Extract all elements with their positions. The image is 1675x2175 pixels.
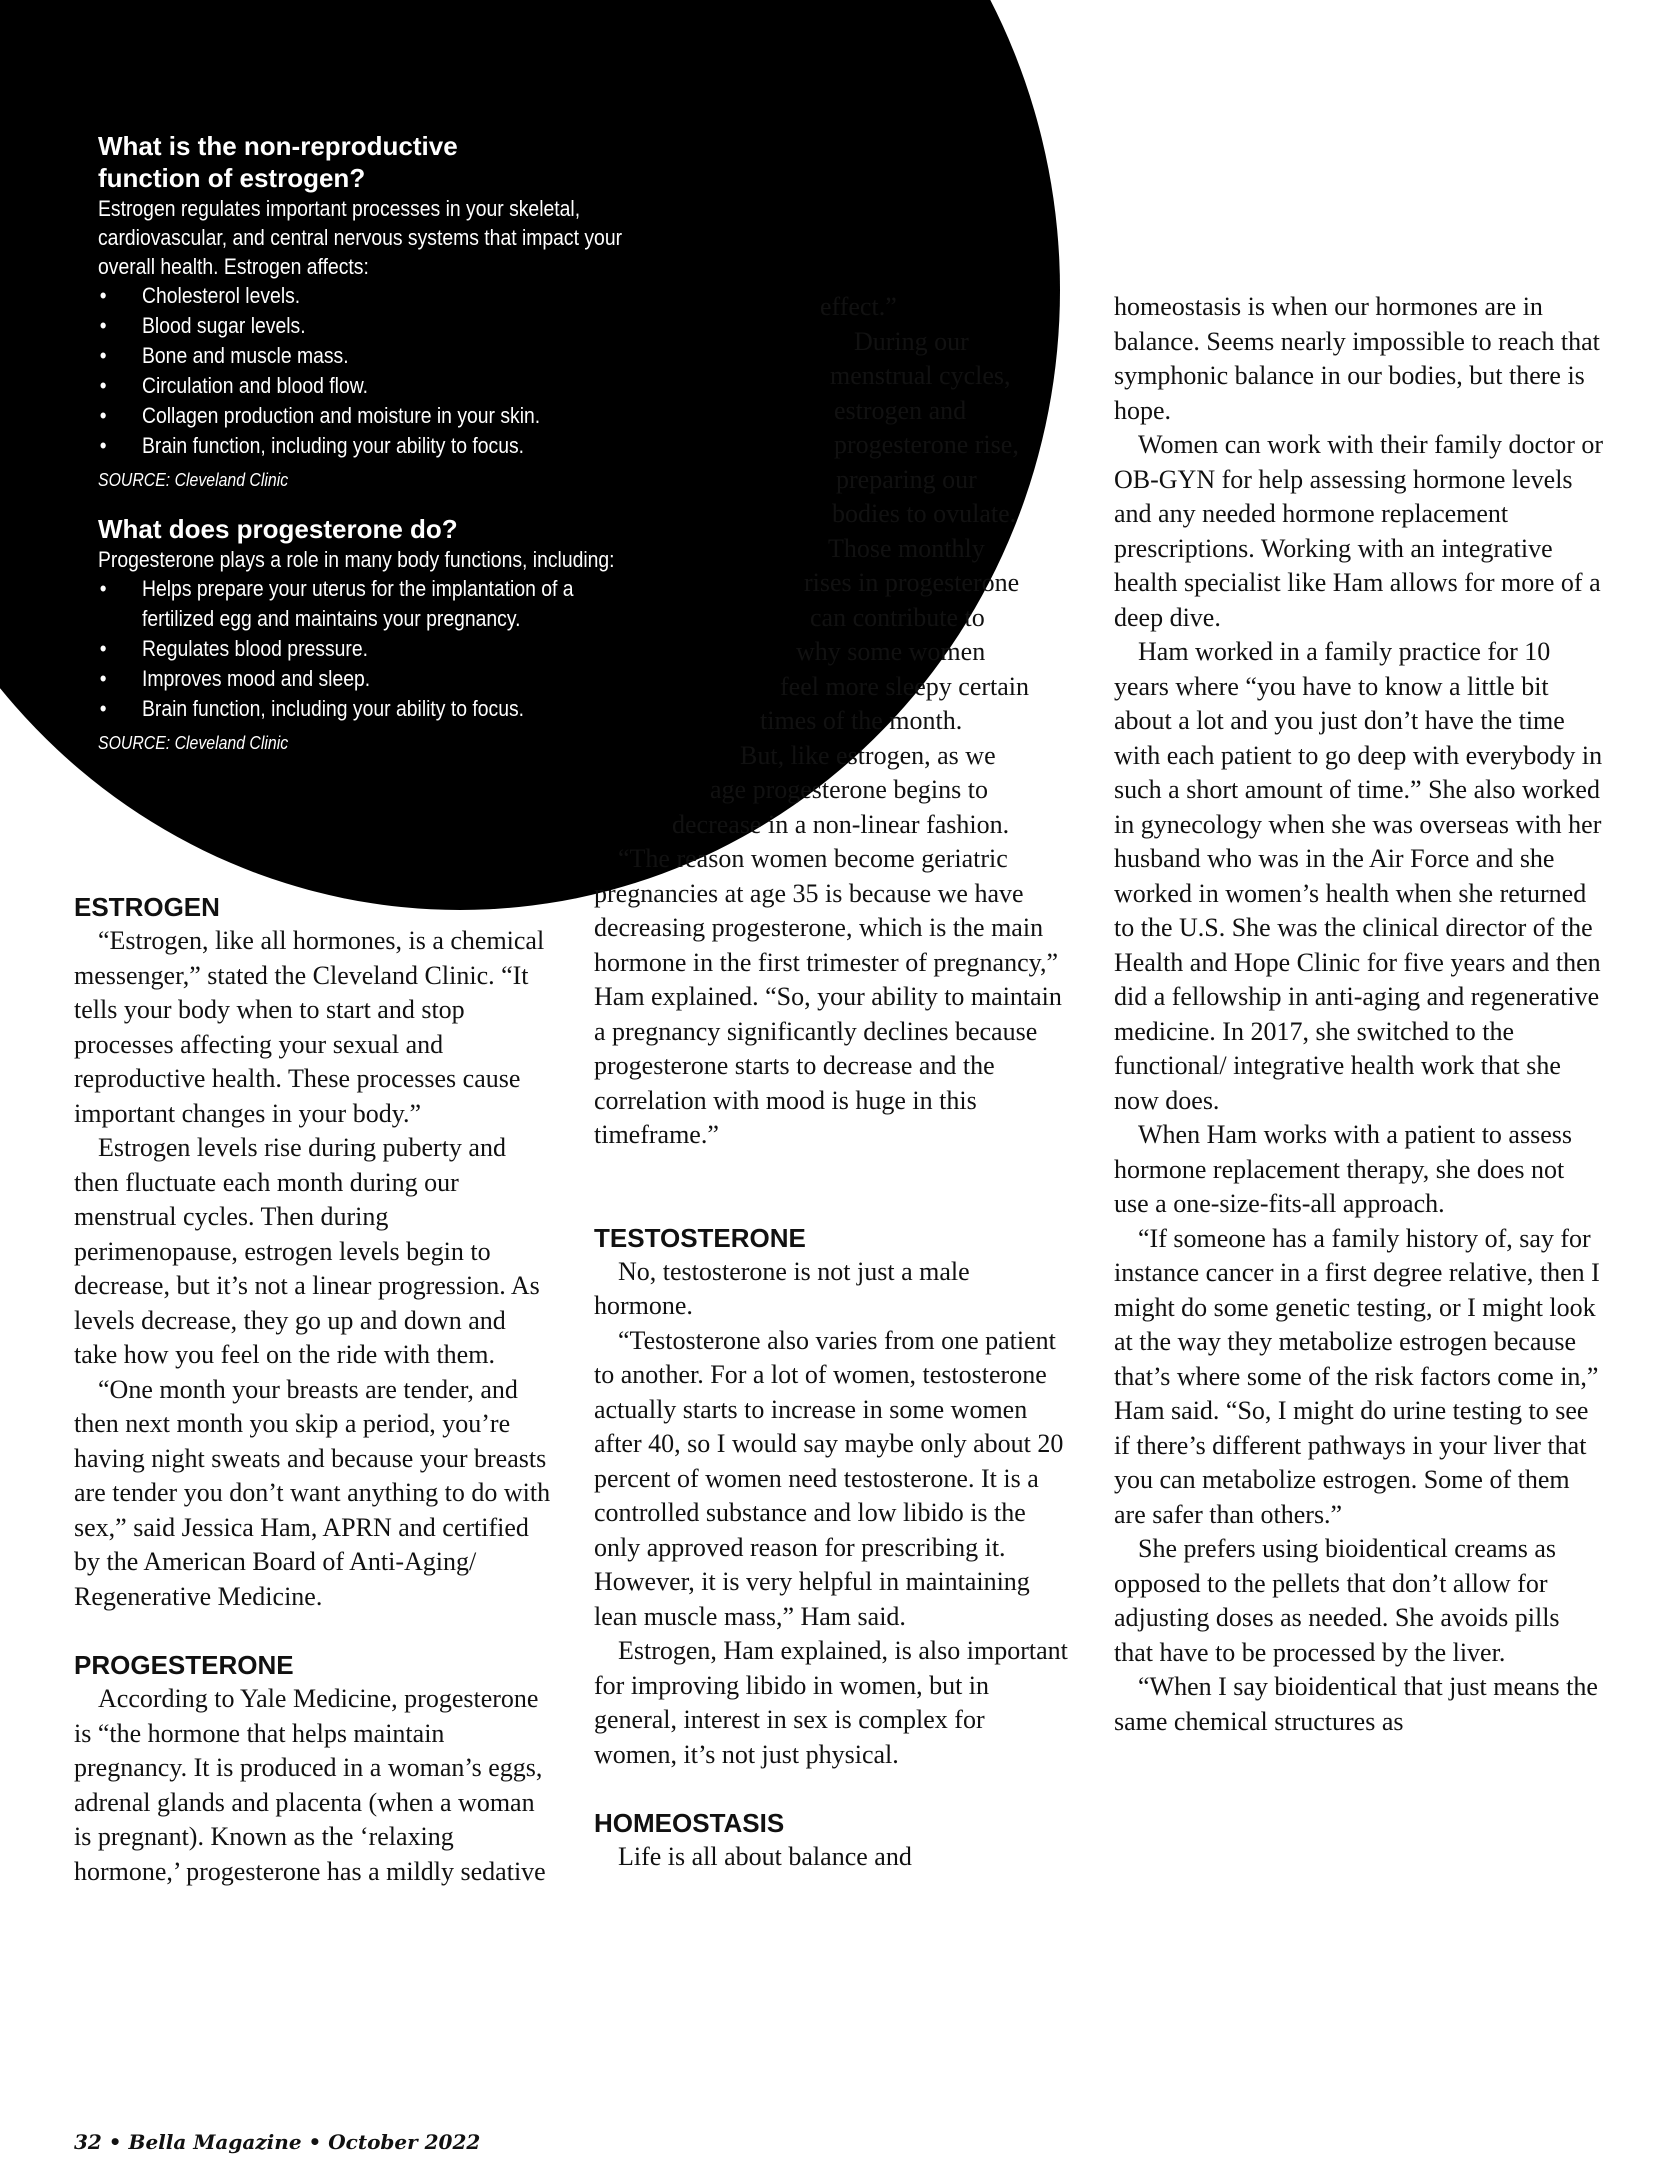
paragraph: “The reason women become geriatric pregnancies at age 35 is because we have decreasing progesterone, which is the main hormone in the first trimester of pregnancy,” Ham explained. “So, your ability to maintain a pregnancy significantly declines because progesterone starts to decrease and the correlation with mood is huge in this timeframe.” bbox=[594, 844, 1062, 1149]
column-1 bbox=[74, 890, 554, 1889]
column-3 bbox=[1114, 290, 1604, 1739]
wrapped-text-around-circle: effect.” During our menstrual cycles, estrogen and progesterone rise, preparing our bodies to ovulate. Those monthly rises in progesterone can contribute to why some women feel more sleepy certain times of the month. But, like estrogen, as we age progesterone begins to decrease in a non-linear fashion. bbox=[672, 292, 1030, 839]
list-item: • Helps prepare your uterus for the implantation of a fertilized egg and maintains your pregnancy. bbox=[98, 574, 617, 634]
list-item: • Bone and muscle mass. bbox=[98, 341, 705, 371]
paragraph: “If someone has a family history of, say for instance cancer in a first degree relative, then I might do some genetic testing, or I might look at the way they metabolize estrogen because that’s where some of the risk factors come in,” Ham said. “So, I might do urine testing to see if there’s different pathways in your liver that you can metabolize estrogen. Some of them are safer than others.” bbox=[1114, 1223, 1600, 1529]
paragraph: “Estrogen, like all hormones, is a chemical messenger,” stated the Cleveland Clinic. “It tells your body when to start and stop processes affecting your sexual and reproductive health. These processes cause important changes in your body.” bbox=[74, 926, 545, 1128]
sidebar-progesterone-intro: Progesterone plays a role in many body functions, including: bbox=[98, 547, 615, 572]
list-item: • Cholesterol levels. bbox=[98, 281, 705, 311]
paragraph: “Testosterone also varies from one patient to another. For a lot of women, testosterone actually starts to increase in some women after 40, so I would say maybe only about 20 percent of women need testosterone. It is a controlled substance and low libido is the only approved reason for prescribing it. However, it is very helpful in maintaining lean muscle mass,” Ham said. bbox=[594, 1325, 1064, 1631]
sidebar-progesterone-question: What does progesterone do? bbox=[98, 514, 458, 544]
list-item: • Blood sugar levels. bbox=[98, 311, 705, 341]
paragraph: Estrogen levels rise during puberty and then fluctuate each month during our menstrual cycles. Then during perimenopause, estrogen levels begin to decrease, but it’s not a linear progression. As levels decrease, they go up and down and take how you feel on the ride with them. bbox=[74, 1133, 540, 1369]
paragraph: Women can work with their family doctor or OB-GYN for help assessing hormone levels and any needed hormone replacement prescriptions. Working with an integrative health specialist like Ham allows for more of a deep dive. bbox=[1114, 430, 1604, 632]
paragraph: According to Yale Medicine, progesterone is “the hormone that helps maintain pregnancy. It is produced in a woman’s eggs, adrenal glands and placenta (when a woman is pregnant). Known as the ‘relaxing hormone,’ progesterone has a mildly sedative bbox=[74, 1684, 546, 1886]
paragraph: She prefers using bioidentical creams as opposed to the pellets that don’t allow for adjusting doses as needed. She avoids pills that have to be processed by the liver. bbox=[1114, 1534, 1560, 1667]
list-item: • Regulates blood pressure. bbox=[98, 634, 705, 664]
heading-progesterone: PROGESTERONE bbox=[74, 1650, 294, 1680]
paragraph: No, testosterone is not just a male hormone. bbox=[594, 1256, 970, 1320]
list-item: • Circulation and blood flow. bbox=[98, 371, 705, 401]
heading-testosterone: TESTOSTERONE bbox=[594, 1222, 806, 1253]
sidebar-progesterone-source: SOURCE: Cleveland Clinic bbox=[98, 733, 289, 753]
heading-estrogen: ESTROGEN bbox=[74, 892, 220, 922]
page-footer: 32 • Bella Magazine • October 2022 bbox=[74, 2130, 481, 2154]
list-item: • Brain function, including your ability to focus. bbox=[98, 431, 705, 461]
paragraph: “One month your breasts are tender, and then next month you skip a period, you’re having night sweats and because your breasts are tender you don’t want anything to do with sex,” said Jessica Ham, APRN and certified by the American Board of Anti-Aging/ Regenerative Medicine. bbox=[74, 1374, 551, 1611]
paragraph: Ham worked in a family practice for 10 years where “you have to know a little bit about a lot and you just don’t have the time with each patient to go deep with everybody in such a short amount of time.” She also worked in gynecology when she was overseas with her husband who was in the Air Force and she worked in women’s health when she returned to the U.S. She was the clinical director of the Health and Hope Clinic for five years and then did a fellowship in anti-aging and regenerative medicine. In 2017, she switched to the functional/ integrative health work that she now does. bbox=[1114, 637, 1603, 1115]
column-2 bbox=[594, 290, 1074, 1875]
paragraph: When Ham works with a patient to assess hormone replacement therapy, she does not use a one-size-fits-all approach. bbox=[1114, 1120, 1572, 1218]
sidebar-estrogen-intro: Estrogen regulates important processes in your skeletal, cardiovascular, and central nervous systems that impact your overall health. Estrogen affects: bbox=[98, 196, 623, 279]
heading-homeostasis: HOMEOSTASIS bbox=[594, 1808, 785, 1838]
paragraph: homeostasis is when our hormones are in balance. Seems nearly impossible to reach that symphonic balance in our bodies, but there is hope. bbox=[1114, 292, 1600, 425]
sidebar-estrogen-source: SOURCE: Cleveland Clinic bbox=[98, 470, 289, 490]
paragraph: Estrogen, Ham explained, is also important for improving libido in women, but in general, interest in sex is complex for women, it’s not just physical. bbox=[594, 1636, 1068, 1769]
sidebar-estrogen-question: What is the non-reproductive function of estrogen? bbox=[98, 131, 458, 193]
list-item: • Brain function, including your ability to focus. bbox=[98, 694, 705, 724]
paragraph: Life is all about balance and bbox=[618, 1842, 912, 1871]
list-item: • Collagen production and moisture in your skin. bbox=[98, 401, 705, 431]
paragraph: “When I say bioidentical that just means the same chemical structures as bbox=[1114, 1672, 1598, 1736]
list-item: • Improves mood and sleep. bbox=[98, 664, 705, 694]
